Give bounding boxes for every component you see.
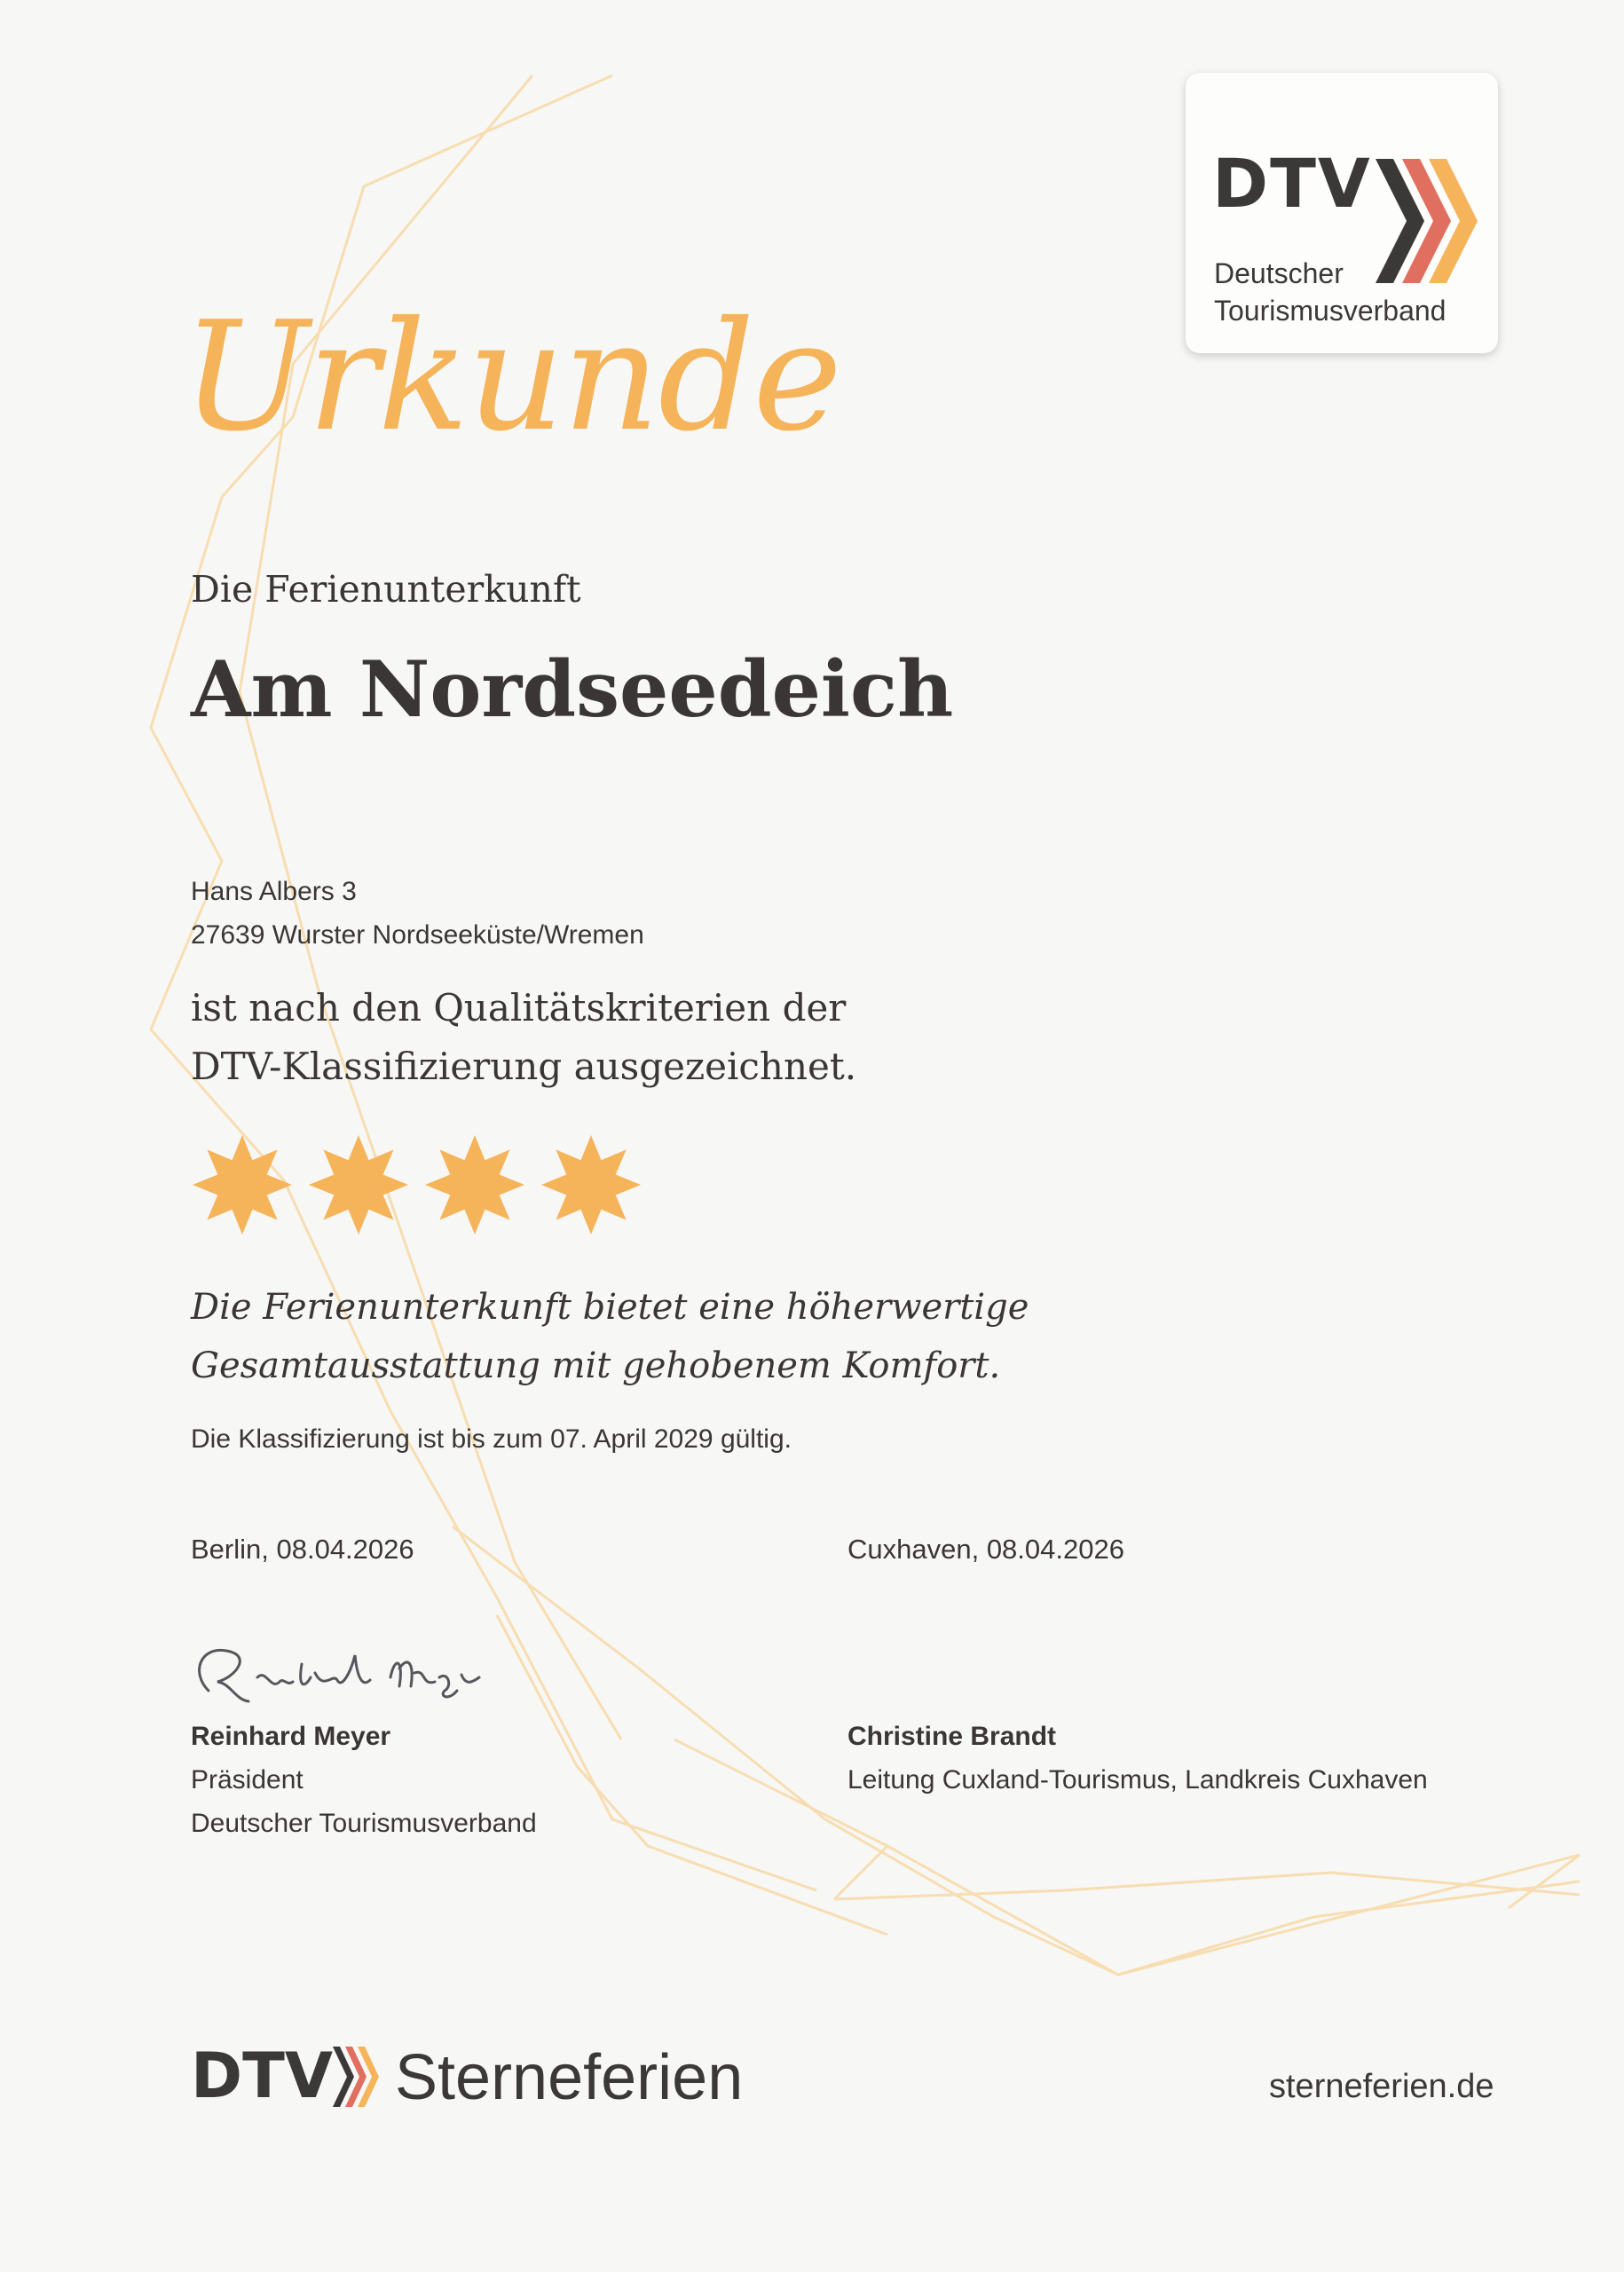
- signatory-right: [847, 1715, 1428, 1802]
- logo-line-1: Deutscher: [1214, 257, 1344, 289]
- footer-brand-name: Sterneferien: [395, 2042, 744, 2113]
- footer-dtv-text: DTV: [191, 2039, 334, 2112]
- place-date-left: Berlin, 08.04.2026: [191, 1534, 414, 1565]
- address-city: 27639 Wurster Nordseeküste/Wremen: [191, 920, 644, 950]
- sterneferien-logo: [191, 2039, 759, 2113]
- description-line-1: Die Ferienunterkunft bietet eine höherwertige: [191, 1287, 1029, 1328]
- validity-note: Die Klassifizierung ist bis zum 07. April 2029 gültig.: [191, 1424, 792, 1454]
- signatory-left-org: Deutscher Tourismusverband: [191, 1809, 537, 1838]
- chevron-arrows-icon: [331, 2045, 384, 2109]
- signatory-right-role: Leitung Cuxland-Tourismus, Landkreis Cuxhaven: [847, 1765, 1428, 1795]
- place-date-right: Cuxhaven, 08.04.2026: [847, 1534, 1124, 1565]
- description-line-2: Gesamtausstattung mit gehobenem Komfort.: [191, 1345, 1001, 1386]
- rating-star-icon: [309, 1135, 408, 1235]
- logo-dtv-text: DTV: [1212, 144, 1372, 223]
- signatory-left-role: Präsident: [191, 1765, 304, 1795]
- claim-line-1: ist nach den Qualitätskriterien der: [191, 986, 847, 1030]
- address-street: Hans Albers 3: [191, 877, 357, 906]
- claim-line-2: DTV-Klassifizierung ausgezeichnet.: [191, 1045, 857, 1088]
- dtv-logo: [1186, 73, 1498, 353]
- classification-claim: [191, 979, 856, 1096]
- certificate-title: Urkunde: [182, 289, 840, 465]
- star-rating: [191, 1132, 652, 1238]
- rating-star-icon: [541, 1135, 641, 1235]
- logo-line-2: Tourismusverband: [1214, 295, 1447, 327]
- accommodation-name: Am Nordseedeich: [191, 643, 954, 735]
- category-description: [191, 1278, 1029, 1395]
- rating-star-icon: [193, 1135, 292, 1235]
- signatory-left: [191, 1715, 537, 1845]
- handwritten-signature: [182, 1637, 501, 1708]
- address: [191, 870, 644, 957]
- signatory-right-name: Christine Brandt: [847, 1722, 1057, 1751]
- logo-subtitle: [1214, 255, 1446, 329]
- rating-star-icon: [425, 1135, 524, 1235]
- website-url: sterneferien.de: [1269, 2068, 1494, 2105]
- signatory-left-name: Reinhard Meyer: [191, 1722, 391, 1751]
- intro-text: Die Ferienunterkunft: [191, 568, 581, 611]
